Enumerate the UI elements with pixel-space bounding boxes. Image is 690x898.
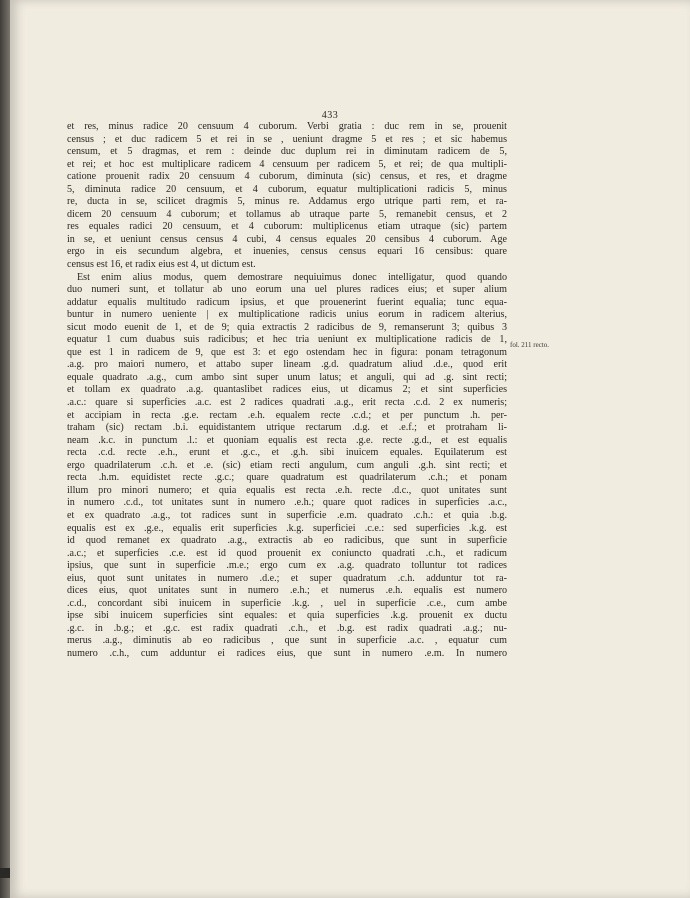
book-gutter — [0, 0, 10, 898]
text-line: que est 1 in radicem de 9, que est 3: et ego ostendam hec in figura: ponam tetragonum — [67, 346, 507, 358]
text-line: dices eius, quot unitates sunt in numero .e.h.; et numerus .e.h. equalis est numero — [67, 585, 507, 597]
text-line: addatur equalis multitudo radicum ipsius, et que prouenerint fuerint equalia; tunc equa- — [67, 296, 507, 308]
margin-note: fol. 211 recto. — [510, 341, 550, 349]
text-line: censum, et 5 dragmas, et rem : deinde duc duplum rei in diminutam radicem de 5, — [67, 146, 507, 158]
text-line: equale quadrato .a.g., cum ambo sint super unum latus; et anguli, qui ad .g. sint recti; — [67, 371, 507, 383]
binding-mark — [0, 868, 10, 878]
text-line: .a.c.; et superficies .c.e. est id quod prouenit ex coniuncto quadrati .c.h., et radicum — [67, 547, 507, 559]
text-line: numero .c.h., cum adduntur ei radices eius, que sunt in numero .e.m. In numero — [67, 647, 507, 659]
text-line: .g.c. in .b.g.; et .g.c. est radix quadrati .c.h., et .b.g. est radix quadrati .a.g.; nu- — [67, 622, 507, 634]
text-line: Est enim alius modus, quem demostrare nequiuimus donec intelligatur, quod quando — [77, 271, 507, 283]
text-line: ergo in eis secundum algebra, et inuenies, census census equari 16 censibus: quare — [67, 246, 507, 258]
text-line: recta .c.d. recte .e.h., erunt et .g.c., et .g.h. sibi inuicem equales. Equilaterum est — [67, 447, 507, 459]
text-line: merus .a.g., diminutis ab eo radicibus , que sunt in superficie .a.c. , equatur cum — [67, 635, 507, 647]
text-line: res equales radici 20 censuum, et 4 cuborum: multiplicenus etiam utraque (sic) partem — [67, 221, 507, 233]
text-line: ipse sibi inuicem superficies sint equales: et quia superficies .k.g. prouenit ex ductu — [67, 610, 507, 622]
text-line: buntur in numero ueniente | ex multiplicatione radicis unius eorum in radicem alterius, — [67, 309, 507, 321]
text-line: 5, diminuta radice 20 censuum, et 4 cuborum, equatur multiplicationi radicis 5, minus — [67, 183, 507, 195]
text-line: neam .k.c. in punctum .l.: et quoniam equalis est recta .g.e. recte .g.d., et est equalis — [67, 434, 507, 446]
text-line: catione prouenit radix 20 censuum 4 cuborum, diminuta (sic) census, et res, et dragme — [67, 171, 507, 183]
text-line: in se, et ueniunt census census 4 cubi, 4 census equales 20 censibus 4 cuborum. Age — [67, 233, 507, 245]
text-line: equalis est ex .g.e., equalis erit superficies .k.g. superficiei .c.e.: sed superficies .k.g. est — [67, 522, 507, 534]
text-line: re, ducta in se, scilicet dragmis 5, minus re. Addamus ergo utrique parti rem, et ra- — [67, 196, 507, 208]
text-line: eius, quot sunt unitates in numero .d.e.; et super quadratum .c.h. adduntur tot ra- — [67, 572, 507, 584]
body-text — [67, 121, 507, 661]
text-line: et accipiam in recta .g.e. rectam .e.h. equalem recte .c.d.; et per punctum .h. per- — [67, 409, 507, 421]
text-line: et ex quadrato .a.g., tot radices sunt in superficie .e.m. quadrato .c.h.: et quia .b.g. — [67, 509, 507, 521]
text-line: duo numeri sunt, et tollatur ab uno eorum una uel plures radices eius; et super alium — [67, 284, 507, 296]
text-line: traham (sic) rectam .b.i. equidistantem utrique rectarum .d.g. et .e.f.; et protraham li- — [67, 422, 507, 434]
text-line: id quod remanet ex quadrato .a.g., extractis ab eo radicibus, que sunt in superficie — [67, 535, 507, 547]
text-line: et res, minus radice 20 censuum 4 cuborum. Verbi gratia : duc rem in se, prouenit — [67, 121, 507, 132]
text-line: equatur 1 cum duabus suis radicibus; et hec tria ueniunt ex multiplicatione radicis de 1, — [67, 334, 507, 346]
text-line: ergo quadrilaterum .c.h. et .e. (sic) etiam recti angulum, cum anguli .g.h. sint recti; et — [67, 459, 507, 471]
page-number: 433 — [321, 110, 339, 121]
text-line: .c.d., concordant sibi inuicem in superficie .k.g. , uel in superficie .c.e., cum ambe — [67, 597, 507, 609]
text-line: et rei; et hoc est multiplicare radicem 4 censuum per radicem 5, et rei; de qua multipli- — [67, 158, 507, 170]
text-line: recta .h.m. equidistet recte .g.c.; quare quadratum est quadrilaterum .c.h.; et ponam — [67, 472, 507, 484]
text-line: dicem 20 censuum 4 cuborum; et tollamus ab utraque parte 5, remanebit census, et 2 — [67, 208, 507, 220]
book-page — [10, 0, 690, 898]
text-line: sicut modo euenit de 1, et de 9; quia extractis 2 radicibus de 9, remanserunt 3; quibus 3 — [67, 321, 507, 333]
text-line: illum pro minori numero; et quia equalis est recta .e.h. recte .d.c., quot unitates sunt — [67, 484, 507, 496]
text-line: census est 16, et radix eius est 4, ut dictum est. — [67, 259, 256, 271]
text-line: et tollam ex quadrato .a.g. quantaslibet radices eius, ut dicamus 2; et sint superficies — [67, 384, 507, 396]
text-line: .a.g. pro maiori numero, et attabo super lineam .g.d. quadratum aliud .d.e., quod erit — [67, 359, 507, 371]
text-line: .a.c.: quare si superficies .a.c. est 2 radices quadrati .a.g., erit recta .c.d. 2 ex numeris; — [67, 397, 507, 409]
text-line: in numero .c.d., tot unitates sunt in numero .e.h.; quare quot radices in superficies .a.c., — [67, 497, 507, 509]
text-line: ipsius, que sunt in superficie .m.e.; ergo cum ex .a.g. quadrato tolluntur tot radices — [67, 560, 507, 572]
text-line: census ; et duc radicem 5 et rei in se , ueniunt dragme 5 et res ; et sic habemus — [67, 133, 507, 145]
